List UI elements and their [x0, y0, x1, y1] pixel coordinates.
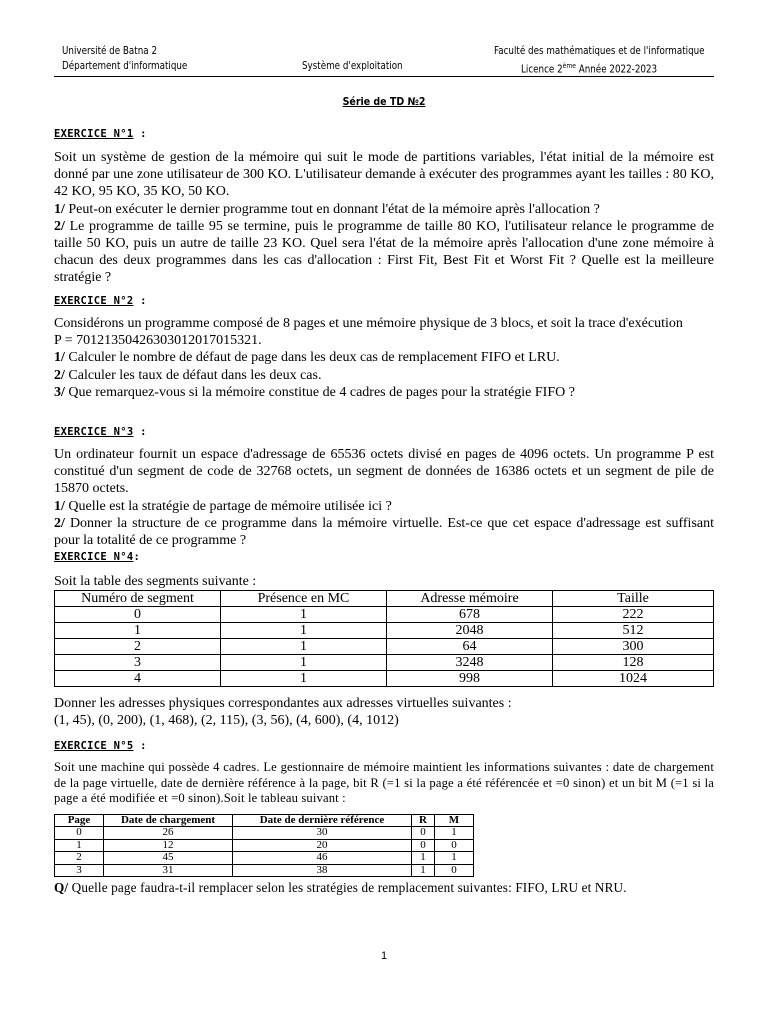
column-header: Taille	[553, 591, 714, 607]
exercise-4-question: Donner les adresses physiques correspondantes aux adresses virtuelles suivantes : (1, 45), (0, 200), (1, 468), (2, 115), (3, 56), (4, 600), (4, 1012)	[54, 696, 512, 729]
header-divider	[54, 76, 714, 77]
table-row: 4 1 998 1024	[55, 671, 714, 687]
university-name: Université de Batna 2	[62, 46, 158, 57]
page-number: 1	[380, 950, 388, 962]
column-header: Date de chargement	[104, 815, 233, 827]
column-header: M	[435, 815, 474, 827]
segment-table-header	[55, 591, 714, 607]
segment-table	[54, 590, 714, 687]
page-info-table	[54, 814, 474, 877]
faculty-name: Faculté des mathématiques et de l'informatique	[494, 46, 705, 57]
column-header: R	[412, 815, 435, 827]
page-title: Série de TD №2	[342, 96, 426, 108]
exercise-3-body: Un ordinateur fournit un espace d'adressage de 65536 octets divisé en pages de 4096 octets. Un programme P est constitué d'un segment de code de 32768 octets, un segment de données de 16386 octets et un segment de pile de 15870 octets. 1/ Quelle est la stratégie de partage de mémoire utilisée ici ? 2/ Donner la structure de ce programme dans la mémoire virtuelle. Est-ce que cet espace d'adressage est suffisant pour la totalité de ce programme ?	[54, 447, 714, 549]
exercise-5-question: Q/ Quelle page faudra-t-il remplacer selon les stratégies de remplacement suivantes: FIFO, LRU et NRU.	[54, 880, 627, 895]
table-row: 1 1 2048 512	[55, 623, 714, 639]
exercise-1-heading: EXERCICE N°1 :	[54, 128, 147, 140]
column-header: Date de dernière référence	[233, 815, 412, 827]
exercise-3-heading: EXERCICE N°3 :	[54, 426, 147, 438]
level-year: Licence 2ème Année 2022-2023	[521, 62, 658, 76]
table-row: 3 31 38 1 0	[55, 864, 474, 876]
table-row: 2 1 64 300	[55, 639, 714, 655]
table-row: 1 12 20 0 0	[55, 839, 474, 851]
exercise-4-intro: Soit la table des segments suivante :	[54, 574, 257, 589]
column-header: Présence en MC	[221, 591, 387, 607]
department-name: Département d'informatique	[62, 61, 188, 72]
exercise-5-heading: EXERCICE N°5 :	[54, 740, 147, 752]
column-header: Numéro de segment	[55, 591, 221, 607]
column-header: Page	[55, 815, 104, 827]
exercise-2-heading: EXERCICE N°2 :	[54, 295, 147, 307]
table-row: 2 45 46 1 1	[55, 852, 474, 864]
table-row: 0 26 30 0 1	[55, 827, 474, 839]
page-info-table-header	[55, 815, 474, 827]
table-row: 3 1 3248 128	[55, 655, 714, 671]
table-row: 0 1 678 222	[55, 607, 714, 623]
column-header: Adresse mémoire	[387, 591, 553, 607]
exercise-5-intro: Soit une machine qui possède 4 cadres. Le gestionnaire de mémoire maintient les informations suivantes : date de chargement de la page virtuelle, date de dernière référence à la page, bit R (=1 si la page a été référencée et =0 sinon) et un bit M (=1 si la page a été modifiée et =0 sinon).Soit le tableau suivant :	[54, 760, 714, 806]
exercise-2-body: Considérons un programme composé de 8 pages et une mémoire physique de 3 blocs, et soit la trace d'exécution P = 70121350426303012017015321. 1/ Calculer le nombre de défaut de page dans les deux cas de remplacement FIFO et LRU. 2/ Calculer les taux de défaut dans les deux cas. 3/ Que remarquez-vous si la mémoire constitue de 4 cadres de pages pour la stratégie FIFO ?	[54, 316, 683, 400]
course-name: Système d'exploitation	[302, 61, 403, 72]
exercise-4-heading: EXERCICE N°4:	[54, 551, 141, 563]
exercise-1-body: Soit un système de gestion de la mémoire qui suit le mode de partitions variables, l'état initial de la mémoire est donné par une zone utilisateur de 300 KO. L'utilisateur demande à exécuter des programmes ayant les tailles : 80 KO, 42 KO, 95 KO, 35 KO, 50 KO. 1/ Peut-on exécuter le dernier programme tout en donnant l'état de la mémoire après l'allocation ? 2/ Le programme de taille 95 se termine, puis le programme de taille 80 KO, l'utilisateur relance le programme de taille 50 KO, puis un autre de taille 23 KO. Quel sera l'état de la mémoire après l'allocation d'une zone mémoire à chacun des deux programmes dans les cas d'allocation : First Fit, Best Fit et Worst Fit ? Quelle est la meilleure stratégie ?	[54, 150, 714, 286]
